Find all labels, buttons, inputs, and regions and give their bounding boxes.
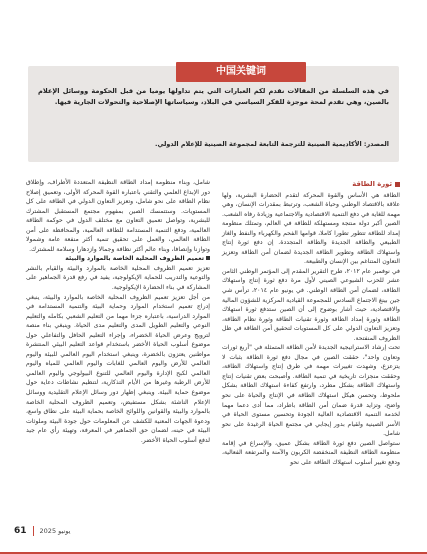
- paragraph: في نوفمبر عام ٢٠١٢، طرح التقرير المقدم إلى المؤتمر الوطني الثامن عشر للحزب الشيوعي الصيني لأول مرة دفع ثورة إنتاج واستهلاك الطاقة، لضمان أمن الطاقة الوطني. في يونيو عام ٢٠١٤، ترأس شي جين بينغ الاجتماع السادس للمجموعة القيادية المركزية للشؤون المالية والاقتصادية، حيث أشار بوضوح إلى أن الصين ستدفع ثورة استهلاك الطاقة وثورة إمداد الطاقة وثورة تقنيات الطاقة وثورة نظام الطاقة، وتعزيز التعاون الدولي على كل المستويات لتحقيق أمن الطاقة في ظل الظروف المنفتحة.: [222, 267, 400, 342]
- issue-date: يونيو 2025: [39, 527, 71, 535]
- paragraph: تعزيز تعميم الظروف المحلية الخاصة بالموارد والبيئة والقيام بالنشر والتوعية والتدريب للحماية الإيكولوجية، يفيد في رفع قدرة الجماهير على المشاركة في بناء الحضارة الإيكولوجية.: [26, 264, 210, 292]
- paragraph: شامل، وبناء منظومة إمداد الطاقة النظيفة المتعددة الأطراف، وإطلاق دور الإبداع العلمي والتقني باعتباره القوة المحركة الأولى، وتعميق إصلاح نظام الطاقة على نحو شامل، وتعزيز التعاون الدولي في الطاقة على كل المستويات. وستتمسك الصين بمفهوم مجتمع المستقبل المشترك للبشرية، وتواصل تعميق التعاون مع مختلف الدول في حوكمة الطاقة العالمية، ودفع التنمية المستدامة للطاقة العالمية، والمحافظة على أمن الطاقة العالمي، والعمل على تحقيق تنمية أكثر منفعة عامة وشمولا وتوازنا وإنصافا، وبناء عالم أكثر نظافة وجمالا وازدهارا وسلامة للمشترك.: [26, 179, 210, 253]
- footer-divider: [33, 526, 34, 536]
- paragraph: الطاقة هي الأساس والقوة المحركة لتقدم الحضارة البشرية، ولها علاقة بالاقتصاد الوطني وحياة الشعب، وترتبط بمقدرات الإنسان، وهي مهمة للغاية في دفع التنمية الاقتصادية والاجتماعية وزيادة رفاه الشعب. الصين أكبر دولة منتجة ومستهلكة للطاقة في العالم، وتمتلك منظومة إمداد للطاقة تتطور تطورا كاملا، قوامها الفحم والكهرباء والنفط والغاز الطبيعي والطاقة الجديدة والطاقة المتجددة. إن دفع ثورة إنتاج واستهلاك الطاقة وتطوير الطاقة الجديدة لضمان أمن الطاقة وتعزيز التعاون المتناغم بين الإنسان والطبيعة.: [222, 191, 400, 266]
- right-column: [222, 178, 400, 467]
- subheading: [26, 254, 210, 264]
- source-text: المصدر: الأكاديمية الصينية للترجمة التابعة لمجموعة الصينية للإعلام الدولي.: [155, 140, 389, 148]
- square-bullet-icon: [206, 256, 210, 260]
- intro-text: في هذه السلسلة من المقالات نقدم لكم العبارات التي يتم تداولها يوميا من قبل الحكومة ووسائل الإعلام بالصين، وهي تقدم لمحة موجزة للفكر السياسي في البلاد، وسياساتها الإصلاحية والتحولات الجارية فيها.: [38, 87, 389, 106]
- keywords-box: [28, 66, 399, 162]
- paragraph: ستواصل الصين دفع ثورة الطاقة بشكل عميق، والإسراع في إقامة منظومة الطاقة النظيفة المنخفضة الكربون والآمنة والمرتفعة الفعالية، ودفع تغيير أسلوب استهلاك الطاقة على نحو: [222, 439, 400, 466]
- section-title: 中国关键词: [176, 62, 306, 82]
- article-heading-text: ثورة الطاقة: [352, 180, 392, 188]
- heading-bullet-icon: [395, 182, 400, 187]
- paragraph: تحت إرشاد الاستراتيجية الجديدة لأمن الطاقة المتمثلة في "أربع ثورات وتعاون واحد"، حققت الصين في مجال دفع ثورة الطاقة بثبات لا يتزعزع، وشهدت تغييرات مهمة في طرق إنتاج واستهلاك الطاقة، وحققت منجزات تاريخية في تنمية الطاقة. وأصبحت بعض تقنيات إنتاج واستهلاك الطاقة بشكل مطرد، وارتفع كفاءة استهلاك الطاقة بشكل ملحوظ، وتحسن هيكل استهلاك الطاقة في الإنتاج والحياة على نحو واضح، وتزايد قدرة ضمان أمن الطاقة باطراد، مما أدى دعما مهما لخدمة التنمية الاقتصادية العالية الجودة وتحسين مستوى الحياة في الأسر الصينية ولقيام بدور إيجابي في مجتمع الحياة الرغيدة على نحو شامل.: [222, 344, 400, 438]
- footer: [14, 524, 70, 538]
- left-column: [26, 178, 210, 445]
- subheading-text: تعميم الظروف المحلية الخاصة بالموارد والبيئة: [65, 255, 204, 263]
- page-number: 61: [14, 526, 27, 536]
- paragraph: من أجل تعزيز تعميم الظروف المحلية الخاصة بالموارد والبيئة، ينبغي إدراج تعميم استخدام الموارد وحماية البيئة والتنمية المستدامة في الموارد الدراسية، باعتباره جزءا مهما من التعليم الشعبي بكامله والتعليم النوعي والتعليم الطويل المدى والتعليم مدى الحياة. وينبغي بناء منصة لترويج وعرض الحياة الخضراء، وإجراء التعليم الحافل والتفاعلي حول موضوع أسلوب الحياة الأخضر باستخدام قواعد التعليم البيئي المنتشرة مواطنين يعتزون بالخضرة، وينبغي استخدام اليوم العالمي للبيئة واليوم العالمي للأرض واليوم العالمي للغابات واليوم العالمي للمياه واليوم العالمي لكبح الإدارة واليوم العالمي للتنوع البيولوجي واليوم العالمي للأرض الرطبة وغيرها من الأيام التذكارية، لتنظيم نشاطات دعاية حول موضوع حماية البيئة. وينبغي إظهار دور وسائل الإعلام التقليدية ووسائل الإعلام الناشئة بشكل مستفيض، وتعميم الظروف المحلية الخاصة بالموارد والبيئة والقوانين واللوائح الخاصة بحماية البيئة على نطاق واسع، ودعوة الجهات المعنية للكشف عن المعلومات حول جودة البيئة وملوثات البيئة في حينه، لضمان حق الجماهير في المعرفة، وتهيئة رأي عام جيد لدفع أسلوب الحياة الأخضر.: [26, 293, 210, 444]
- article-heading: [222, 180, 400, 190]
